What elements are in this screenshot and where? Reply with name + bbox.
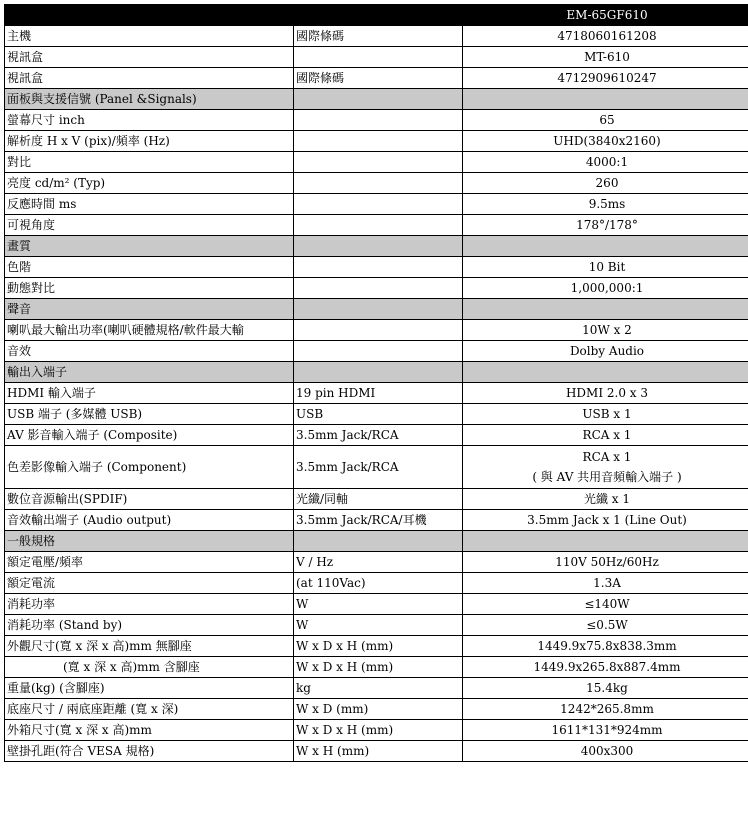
spec-value: 260 — [463, 173, 748, 194]
section-title: 面板與支援信號 (Panel &Signals) — [5, 89, 294, 110]
spec-row — [5, 699, 748, 720]
spec-row — [5, 131, 748, 152]
section-cell-blank — [463, 531, 748, 552]
spec-unit — [294, 131, 463, 152]
spec-label: 色階 — [5, 257, 294, 278]
spec-row — [5, 152, 748, 173]
spec-value: USB x 1 — [463, 404, 748, 425]
spec-row — [5, 110, 748, 131]
spec-row — [5, 594, 748, 615]
spec-value: MT-610 — [463, 47, 748, 68]
spec-value: 15.4kg — [463, 678, 748, 699]
spec-unit: W — [294, 594, 463, 615]
spec-unit: W x D x H (mm) — [294, 657, 463, 678]
spec-value: 1611*131*924mm — [463, 720, 748, 741]
spec-unit: 3.5mm Jack/RCA/耳機 — [294, 510, 463, 531]
spec-label: 反應時間 ms — [5, 194, 294, 215]
spec-value: 4712909610247 — [463, 68, 748, 89]
spec-value-note: ( 與 AV 共用音頻輸入端子 ) — [532, 470, 682, 484]
spec-label: 重量(kg) (含腳座) — [5, 678, 294, 699]
spec-value: 10W x 2 — [463, 320, 748, 341]
spec-row — [5, 341, 748, 362]
spec-row — [5, 404, 748, 425]
spec-label: 喇叭最大輸出功率(喇叭硬體規格/軟件最大輸 — [5, 320, 294, 341]
spec-table-body — [5, 5, 748, 762]
spec-value: Dolby Audio — [463, 341, 748, 362]
spec-value: 1.3A — [463, 573, 748, 594]
spec-label: (寬 x 深 x 高)mm 含腳座 — [5, 657, 294, 678]
spec-label: 視訊盒 — [5, 47, 294, 68]
section-cell-blank — [294, 236, 463, 257]
spec-unit: 光纖/同軸 — [294, 489, 463, 510]
spec-unit — [294, 257, 463, 278]
spec-label: 主機 — [5, 26, 294, 47]
spec-label: 色差影像輸入端子 (Component) — [5, 446, 294, 489]
spec-value: 400x300 — [463, 741, 748, 762]
spec-value: HDMI 2.0 x 3 — [463, 383, 748, 404]
spec-unit — [294, 215, 463, 236]
spec-unit — [294, 341, 463, 362]
spec-label: 外箱尺寸(寬 x 深 x 高)mm — [5, 720, 294, 741]
model-name: EM-65GF610 — [463, 5, 748, 26]
spec-label: 數位音源輸出(SPDIF) — [5, 489, 294, 510]
spec-unit: W x D (mm) — [294, 699, 463, 720]
spec-value: 3.5mm Jack x 1 (Line Out) — [463, 510, 748, 531]
spec-row — [5, 383, 748, 404]
spec-label: 消耗功率 (Stand by) — [5, 615, 294, 636]
spec-value: 178°/178° — [463, 215, 748, 236]
spec-row — [5, 320, 748, 341]
spec-value: UHD(3840x2160) — [463, 131, 748, 152]
spec-label: 視訊盒 — [5, 68, 294, 89]
spec-label: 解析度 H x V (pix)/頻率 (Hz) — [5, 131, 294, 152]
spec-value: 1242*265.8mm — [463, 699, 748, 720]
spec-label: 額定電壓/頻率 — [5, 552, 294, 573]
header-row — [5, 5, 748, 26]
spec-label: 螢幕尺寸 inch — [5, 110, 294, 131]
spec-row — [5, 425, 748, 446]
spec-table — [4, 4, 748, 762]
header-cell-blank — [294, 5, 463, 26]
spec-unit: 19 pin HDMI — [294, 383, 463, 404]
spec-row — [5, 678, 748, 699]
spec-label: 亮度 cd/m² (Typ) — [5, 173, 294, 194]
section-cell-blank — [294, 299, 463, 320]
spec-row — [5, 573, 748, 594]
spec-label: 對比 — [5, 152, 294, 173]
section-cell-blank — [294, 362, 463, 383]
spec-unit — [294, 152, 463, 173]
spec-row — [5, 257, 748, 278]
section-cell-blank — [294, 531, 463, 552]
spec-row — [5, 194, 748, 215]
spec-unit — [294, 194, 463, 215]
spec-row — [5, 552, 748, 573]
spec-label: 可視角度 — [5, 215, 294, 236]
spec-unit — [294, 173, 463, 194]
spec-label: 音效 — [5, 341, 294, 362]
spec-row — [5, 278, 748, 299]
section-title: 一般規格 — [5, 531, 294, 552]
spec-label: AV 影音輸入端子 (Composite) — [5, 425, 294, 446]
spec-row — [5, 215, 748, 236]
spec-row — [5, 615, 748, 636]
spec-unit — [294, 47, 463, 68]
spec-label: HDMI 輸入端子 — [5, 383, 294, 404]
section-row — [5, 362, 748, 383]
section-title: 聲音 — [5, 299, 294, 320]
spec-value: RCA x 1 — [582, 450, 632, 464]
section-title: 輸出入端子 — [5, 362, 294, 383]
section-row — [5, 531, 748, 552]
spec-value-cell — [463, 446, 748, 489]
spec-label: 音效輸出端子 (Audio output) — [5, 510, 294, 531]
spec-label: 額定電流 — [5, 573, 294, 594]
spec-value: 4000:1 — [463, 152, 748, 173]
spec-row — [5, 720, 748, 741]
section-row — [5, 299, 748, 320]
spec-unit: (at 110Vac) — [294, 573, 463, 594]
spec-label: 底座尺寸 / 兩底座距離 (寬 x 深) — [5, 699, 294, 720]
spec-unit: W x D x H (mm) — [294, 720, 463, 741]
section-cell-blank — [463, 236, 748, 257]
spec-unit: USB — [294, 404, 463, 425]
spec-unit: 3.5mm Jack/RCA — [294, 446, 463, 489]
spec-label: 動態對比 — [5, 278, 294, 299]
spec-value: 9.5ms — [463, 194, 748, 215]
spec-unit: 3.5mm Jack/RCA — [294, 425, 463, 446]
spec-value: 10 Bit — [463, 257, 748, 278]
section-row — [5, 89, 748, 110]
spec-row — [5, 68, 748, 89]
spec-unit: W — [294, 615, 463, 636]
spec-row — [5, 489, 748, 510]
spec-value: 1449.9x265.8x887.4mm — [463, 657, 748, 678]
spec-unit: W x D x H (mm) — [294, 636, 463, 657]
spec-label: 壁掛孔距(符合 VESA 規格) — [5, 741, 294, 762]
spec-unit: 國際條碼 — [294, 68, 463, 89]
section-row — [5, 236, 748, 257]
spec-row — [5, 510, 748, 531]
spec-label: 外觀尺寸(寬 x 深 x 高)mm 無腳座 — [5, 636, 294, 657]
section-cell-blank — [463, 89, 748, 110]
spec-unit: kg — [294, 678, 463, 699]
spec-value: 4718060161208 — [463, 26, 748, 47]
spec-unit: W x H (mm) — [294, 741, 463, 762]
spec-row — [5, 741, 748, 762]
spec-row — [5, 26, 748, 47]
spec-value: 光纖 x 1 — [463, 489, 748, 510]
section-title: 畫質 — [5, 236, 294, 257]
spec-unit — [294, 110, 463, 131]
section-cell-blank — [294, 89, 463, 110]
spec-value: 65 — [463, 110, 748, 131]
spec-unit: 國際條碼 — [294, 26, 463, 47]
spec-row — [5, 657, 748, 678]
spec-row — [5, 636, 748, 657]
spec-value: 1449.9x75.8x838.3mm — [463, 636, 748, 657]
spec-row — [5, 47, 748, 68]
spec-value: 1,000,000:1 — [463, 278, 748, 299]
section-cell-blank — [463, 362, 748, 383]
spec-unit: V / Hz — [294, 552, 463, 573]
spec-value: RCA x 1 — [463, 425, 748, 446]
spec-value: ≤140W — [463, 594, 748, 615]
section-cell-blank — [463, 299, 748, 320]
spec-unit — [294, 278, 463, 299]
header-cell-blank — [5, 5, 294, 26]
spec-row — [5, 446, 748, 489]
spec-label: 消耗功率 — [5, 594, 294, 615]
spec-label: USB 端子 (多媒體 USB) — [5, 404, 294, 425]
spec-unit — [294, 320, 463, 341]
spec-value: ≤0.5W — [463, 615, 748, 636]
spec-value: 110V 50Hz/60Hz — [463, 552, 748, 573]
spec-row — [5, 173, 748, 194]
